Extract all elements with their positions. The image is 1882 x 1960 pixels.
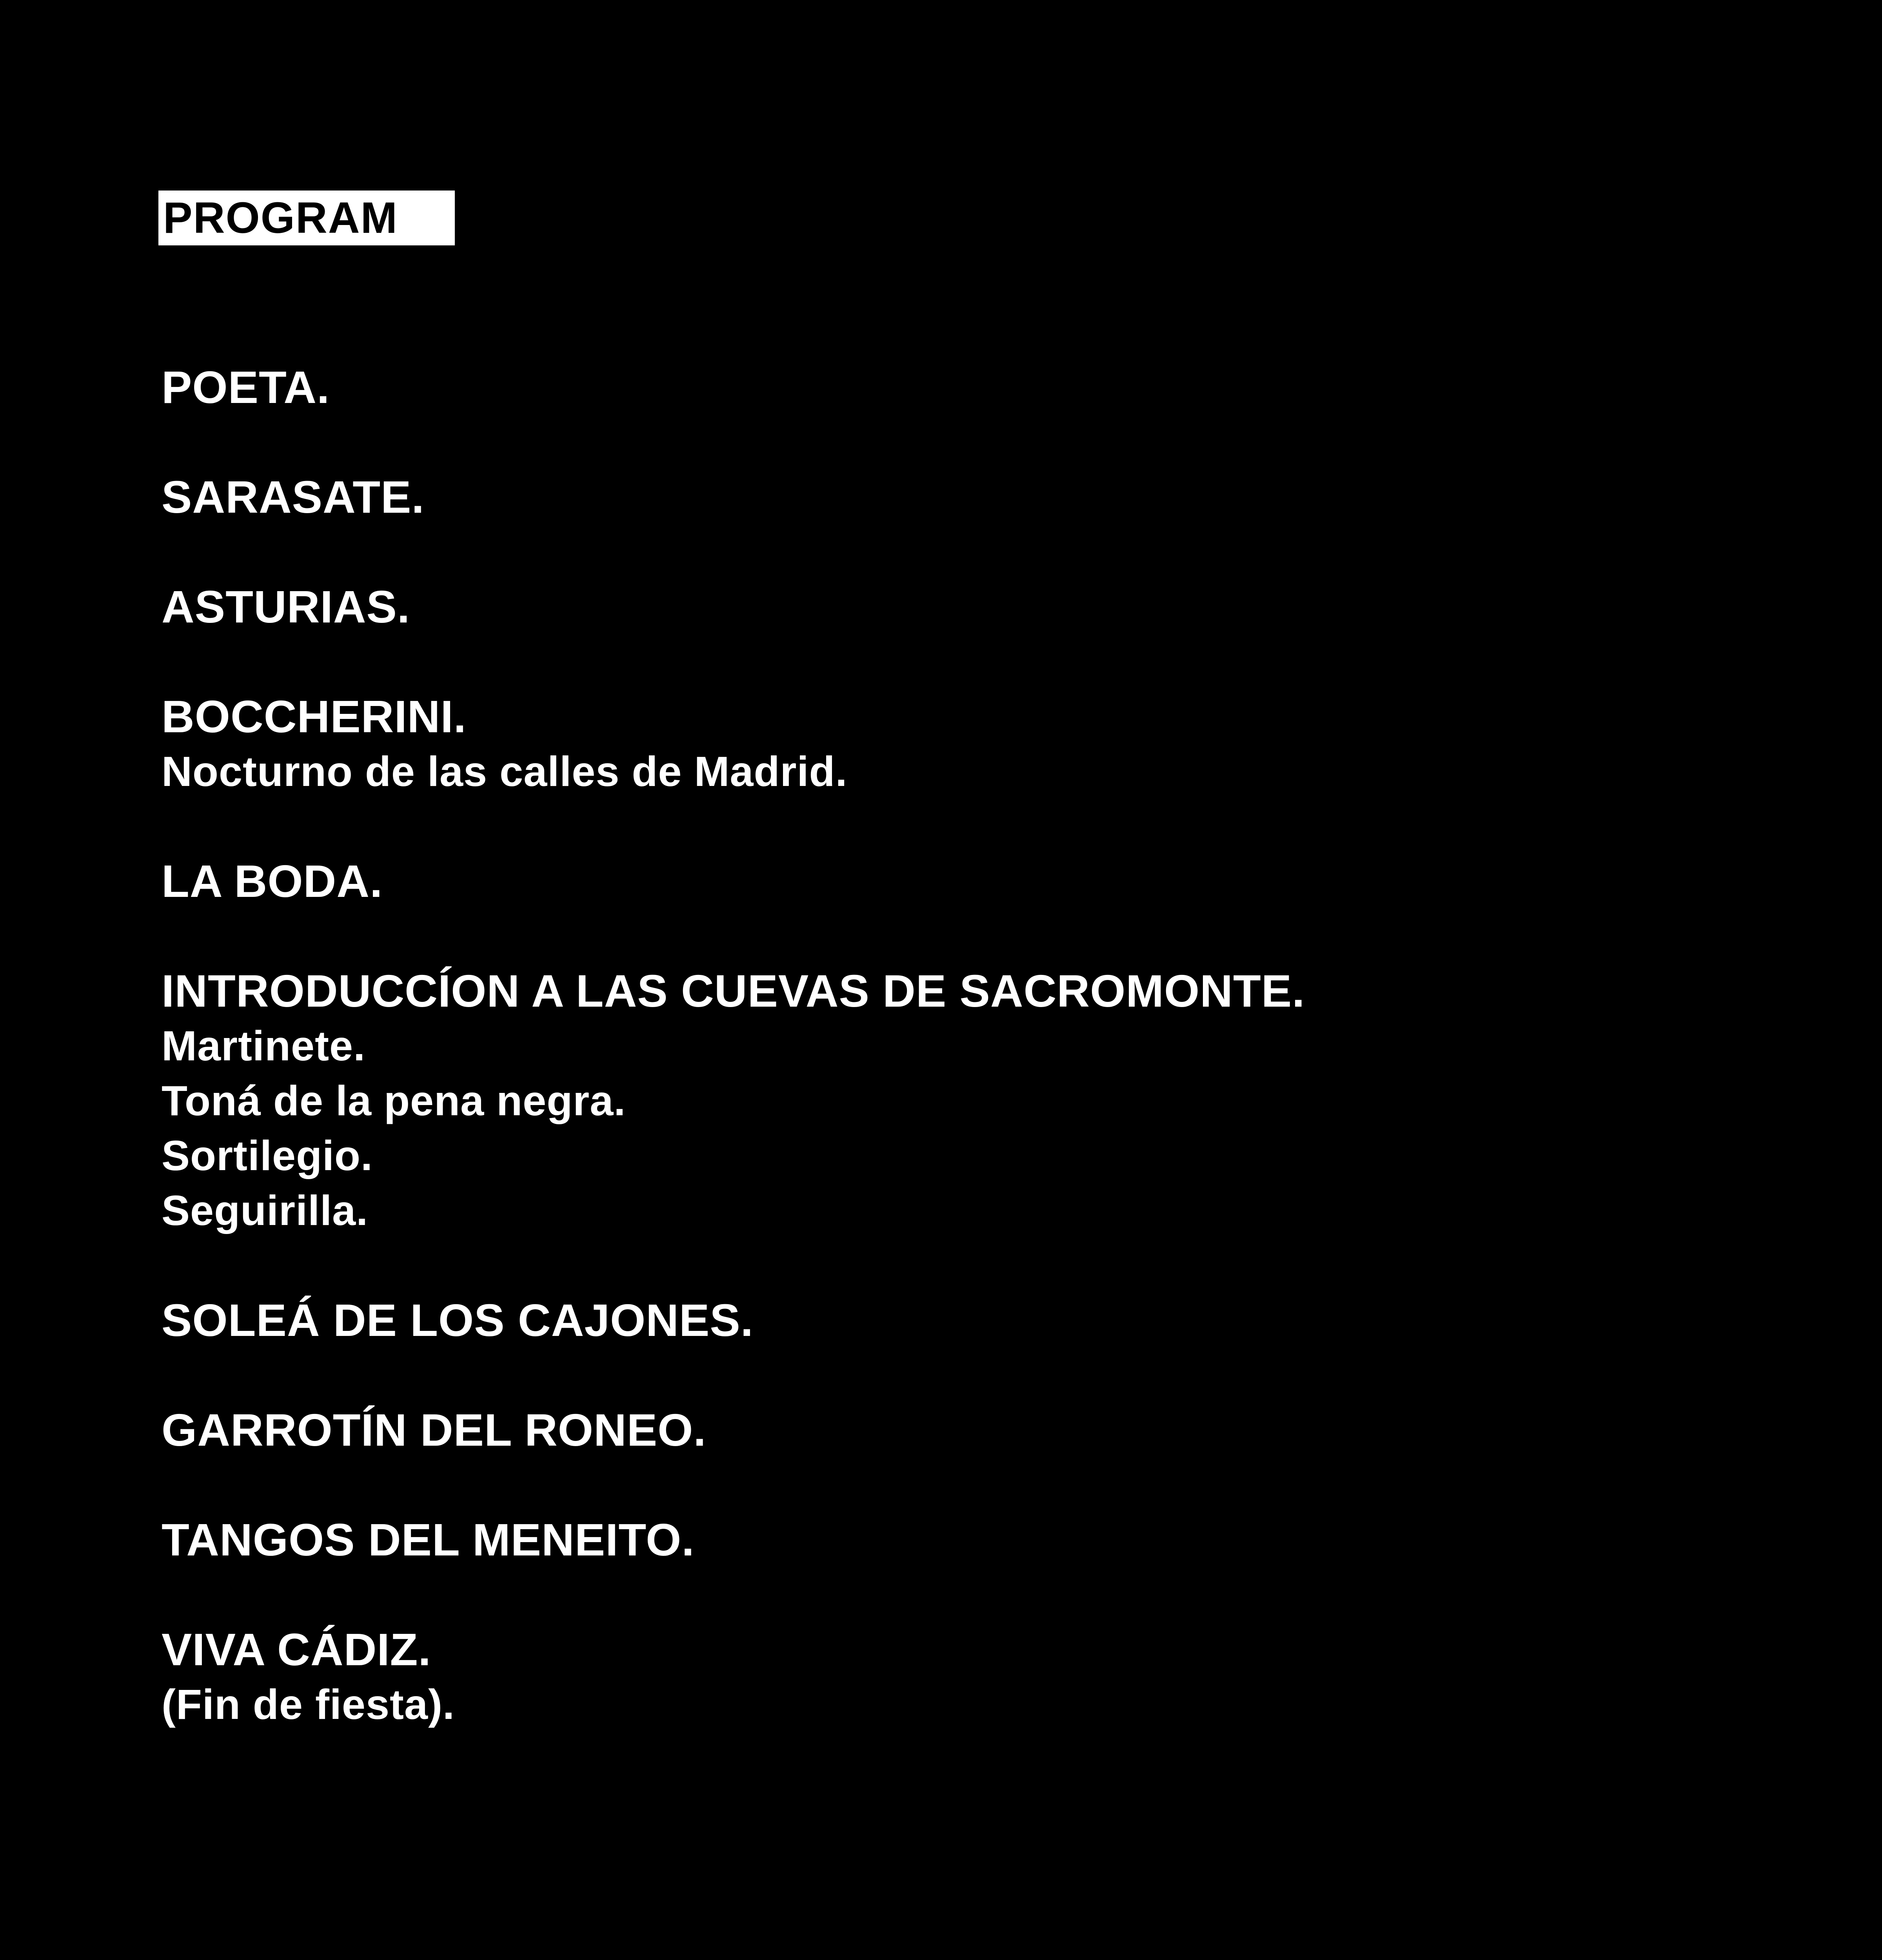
program-subitem-sortilegio: Sortilegio. <box>162 1132 373 1179</box>
program-heading: PROGRAM <box>158 191 455 245</box>
program-item-sacromonte: INTRODUCCÍON A LAS CUEVAS DE SACROMONTE. <box>162 965 1305 1016</box>
program-subitem-nocturno: Nocturno de las calles de Madrid. <box>162 748 848 795</box>
program-subitem-fin-de-fiesta: (Fin de fiesta). <box>162 1681 455 1728</box>
program-subitem-martinete: Martinete. <box>162 1022 366 1069</box>
program-item-garrotin: GARROTÍN DEL RONEO. <box>162 1405 707 1455</box>
program-item-viva-cadiz: VIVA CÁDIZ. <box>162 1624 431 1675</box>
program-item-tangos: TANGOS DEL MENEITO. <box>162 1514 695 1565</box>
program-item-poeta: POETA. <box>162 362 330 413</box>
program-subitem-seguirilla: Seguirilla. <box>162 1187 369 1234</box>
program-item-sarasate: SARASATE. <box>162 472 425 523</box>
program-subitem-tona: Toná de la pena negra. <box>162 1077 626 1124</box>
program-item-asturias: ASTURIAS. <box>162 581 411 632</box>
program-item-la-boda: LA BODA. <box>162 856 383 907</box>
program-item-boccherini: BOCCHERINI. <box>162 691 467 742</box>
program-item-solea: SOLEÁ DE LOS CAJONES. <box>162 1295 754 1346</box>
